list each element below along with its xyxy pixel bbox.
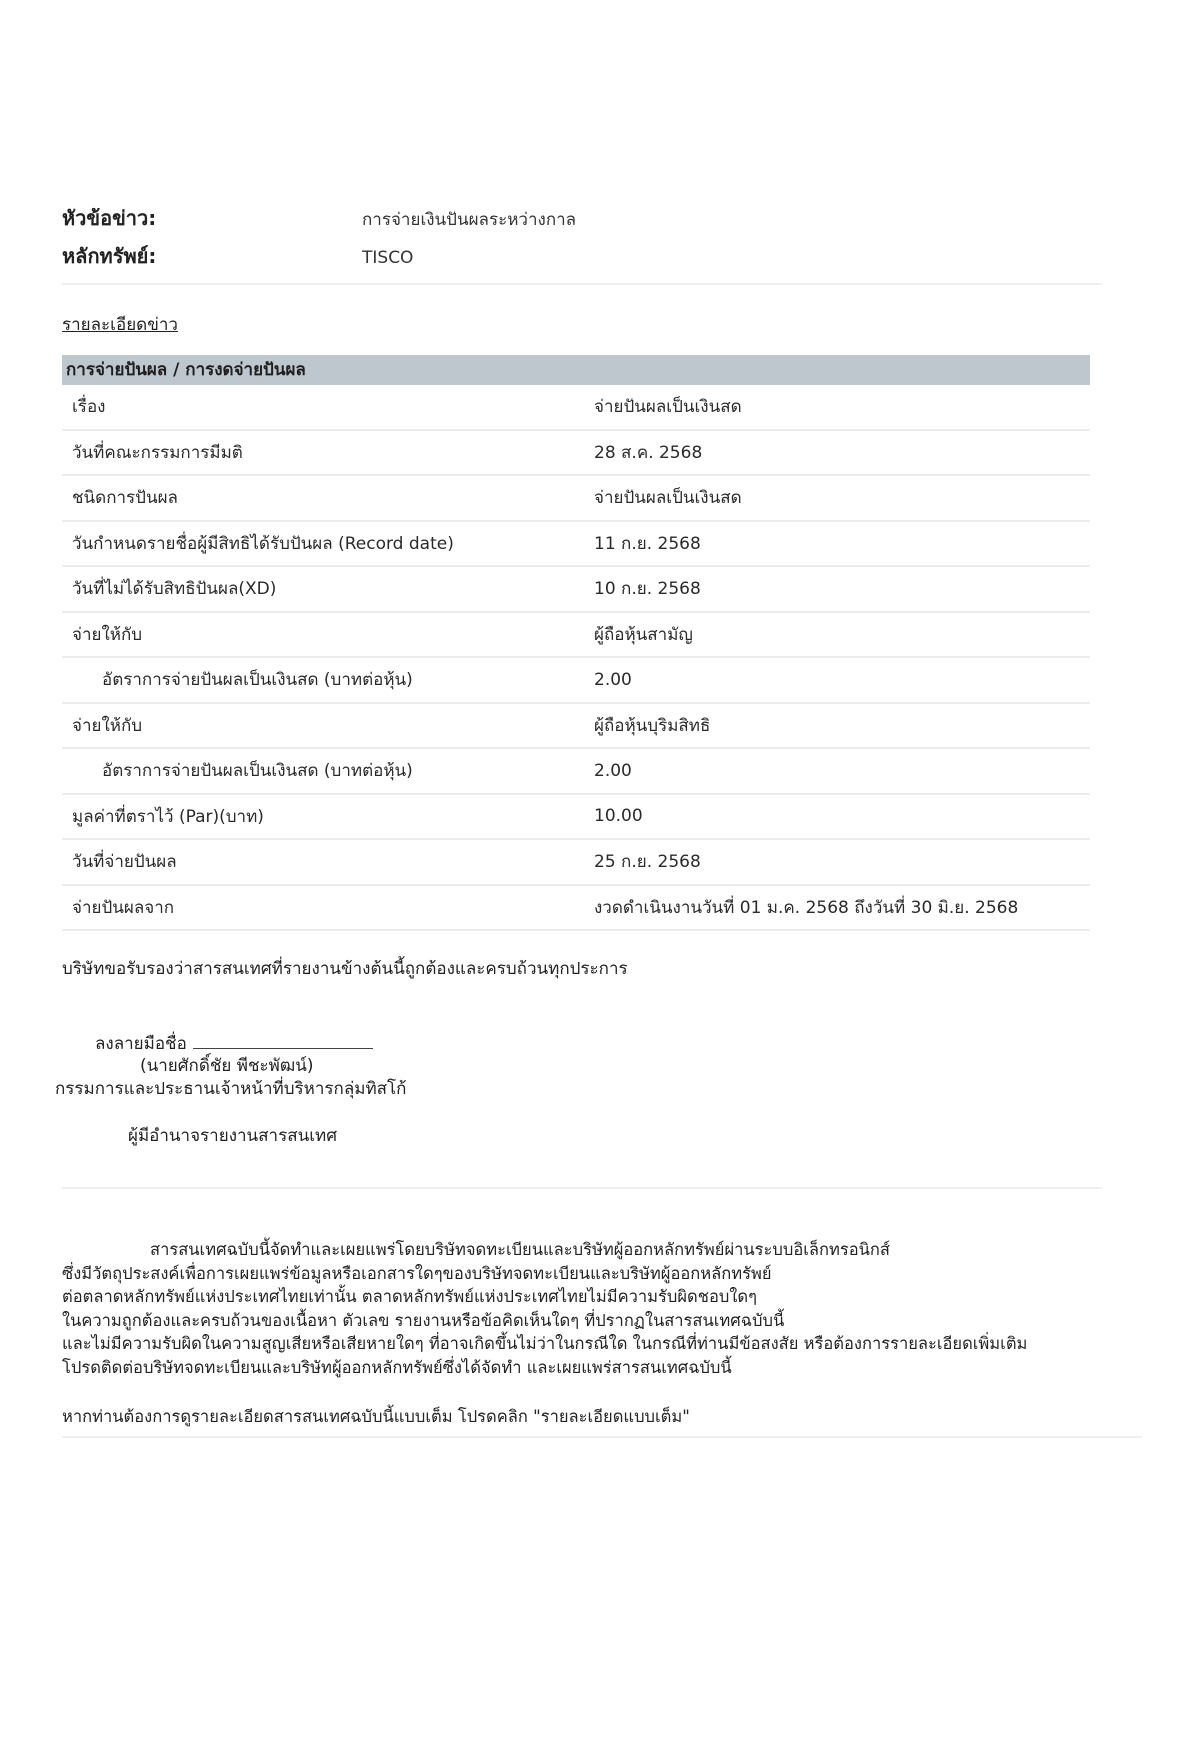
- disclaimer-line: และไม่มีความรับผิดในความสูญเสียหรือเสียหายใดๆ ที่อาจเกิดขึ้นไม่ว่าในกรณีใด ในกรณีที่ท่านมีข้อสงสัย หรือต้องการรายละเอียดเพิ่มเติม: [62, 1334, 1028, 1353]
- disclaimer-line: ในความถูกต้องและครบถ้วนของเนื้อหา ตัวเลข รายงานหรือข้อคิดเห็นใดๆ ที่ปรากฏในสารสนเทศฉบับนี้: [62, 1310, 785, 1330]
- row-value: งวดดำเนินงานวันที่ 01 ม.ค. 2568 ถึงวันที่ 30 มิ.ย. 2568: [594, 897, 1019, 918]
- security-row: [62, 240, 1102, 278]
- row-label: จ่ายปันผลจาก: [72, 897, 175, 918]
- row-value: จ่ายปันผลเป็นเงินสด: [594, 397, 742, 418]
- row-value: 2.00: [594, 669, 632, 690]
- signer-authority: ผู้มีอำนาจรายงานสารสนเทศ: [128, 1126, 338, 1146]
- signature-label: ลงลายมือชื่อ: [95, 1034, 187, 1054]
- row-value: 28 ส.ค. 2568: [594, 442, 703, 463]
- security-label: หลักทรัพย์:: [62, 244, 157, 268]
- row-label: วันที่ไม่ได้รับสิทธิปันผล(XD): [72, 579, 277, 600]
- row-value: 2.00: [594, 760, 632, 781]
- disclaimer-line: ซึ่งมีวัตถุประสงค์เพื่อการเผยแพร่ข้อมูลหรือเอกสารใดๆของบริษัทจดทะเบียนและบริษัทผู้ออกหลักทรัพย์: [62, 1263, 772, 1283]
- disclaimer-line: ต่อตลาดหลักทรัพย์แห่งประเทศไทยเท่านั้น ตลาดหลักทรัพย์แห่งประเทศไทยไม่มีความรับผิดชอบใดๆ: [62, 1287, 757, 1306]
- disclaimer-line: โปรดติดต่อบริษัทจดทะเบียนและบริษัทผู้ออกหลักทรัพย์ซึ่งได้จัดทำ และเผยแพร่สารสนเทศฉบับนี้: [62, 1357, 732, 1377]
- headline-row: [62, 202, 1102, 240]
- header-divider: [62, 283, 1102, 285]
- disclaimer-line: สารสนเทศฉบับนี้จัดทำและเผยแพร่โดยบริษัทจดทะเบียนและบริษัทผู้ออกหลักทรัพย์ผ่านระบบอิเล็กทรอนิกส์: [150, 1240, 890, 1259]
- news-detail-link[interactable]: รายละเอียดข่าว: [62, 315, 178, 335]
- table-row: [62, 704, 1090, 750]
- table-row: [62, 840, 1090, 886]
- row-label: อัตราการจ่ายปันผลเป็นเงินสด (บาทต่อหุ้น): [102, 761, 413, 782]
- security-value: TISCO: [362, 248, 414, 268]
- row-label: วันกำหนดรายชื่อผู้มีสิทธิได้รับปันผล (Record date): [72, 533, 454, 554]
- announcement-header: [62, 202, 1102, 278]
- signature-divider: [62, 1187, 1102, 1189]
- signer-name: (นายศักดิ์ชัย พีชะพัฒน์): [140, 1056, 314, 1076]
- row-label: จ่ายให้กับ: [72, 624, 143, 645]
- row-label: จ่ายให้กับ: [72, 715, 143, 736]
- table-row: [62, 795, 1090, 841]
- signer-title: กรรมการและประธานเจ้าหน้าที่บริหารกลุ่มทิสโก้: [55, 1079, 407, 1099]
- table-row: [62, 476, 1090, 522]
- row-value: จ่ายปันผลเป็นเงินสด: [594, 488, 742, 509]
- full-view-link[interactable]: "รายละเอียดแบบเต็ม": [533, 1407, 690, 1426]
- certification-statement: บริษัทขอรับรองว่าสารสนเทศที่รายงานข้างต้นนี้ถูกต้องและครบถ้วนทุกประการ: [62, 959, 628, 979]
- row-label: วันที่คณะกรรมการมีมติ: [72, 442, 243, 463]
- table-row: [62, 613, 1090, 659]
- row-value: ผู้ถือหุ้นสามัญ: [594, 624, 693, 645]
- dividend-table: [62, 355, 1090, 931]
- bottom-divider: [62, 1436, 1142, 1438]
- headline-value: การจ่ายเงินปันผลระหว่างกาล: [362, 210, 577, 230]
- full-view-prompt: [62, 1404, 690, 1430]
- row-value: 25 ก.ย. 2568: [594, 852, 701, 873]
- table-row: [62, 886, 1090, 932]
- disclaimer: [62, 1238, 1142, 1379]
- table-title: การจ่ายปันผล / การงดจ่ายปันผล: [62, 355, 1090, 385]
- headline-label: หัวข้อข่าว:: [62, 206, 157, 230]
- row-value: 10 ก.ย. 2568: [594, 579, 701, 600]
- row-value: ผู้ถือหุ้นบุริมสิทธิ: [594, 715, 711, 736]
- row-label: ชนิดการปันผล: [72, 488, 178, 509]
- table-row: [62, 431, 1090, 477]
- full-view-text: หากท่านต้องการดูรายละเอียดสารสนเทศฉบับนี้แบบเต็ม โปรดคลิก: [62, 1407, 534, 1426]
- row-value: 10.00: [594, 806, 643, 827]
- table-row: [62, 522, 1090, 568]
- row-label: วันที่จ่ายปันผล: [72, 852, 177, 873]
- row-label: มูลค่าที่ตราไว้ (Par)(บาท): [72, 806, 264, 827]
- row-label: เรื่อง: [72, 397, 106, 418]
- table-row: [62, 658, 1090, 704]
- row-label: อัตราการจ่ายปันผลเป็นเงินสด (บาทต่อหุ้น): [102, 670, 413, 691]
- table-row: [62, 385, 1090, 431]
- table-row: [62, 749, 1090, 795]
- table-row: [62, 567, 1090, 613]
- signature-blank: [193, 1030, 373, 1049]
- row-value: 11 ก.ย. 2568: [594, 533, 701, 554]
